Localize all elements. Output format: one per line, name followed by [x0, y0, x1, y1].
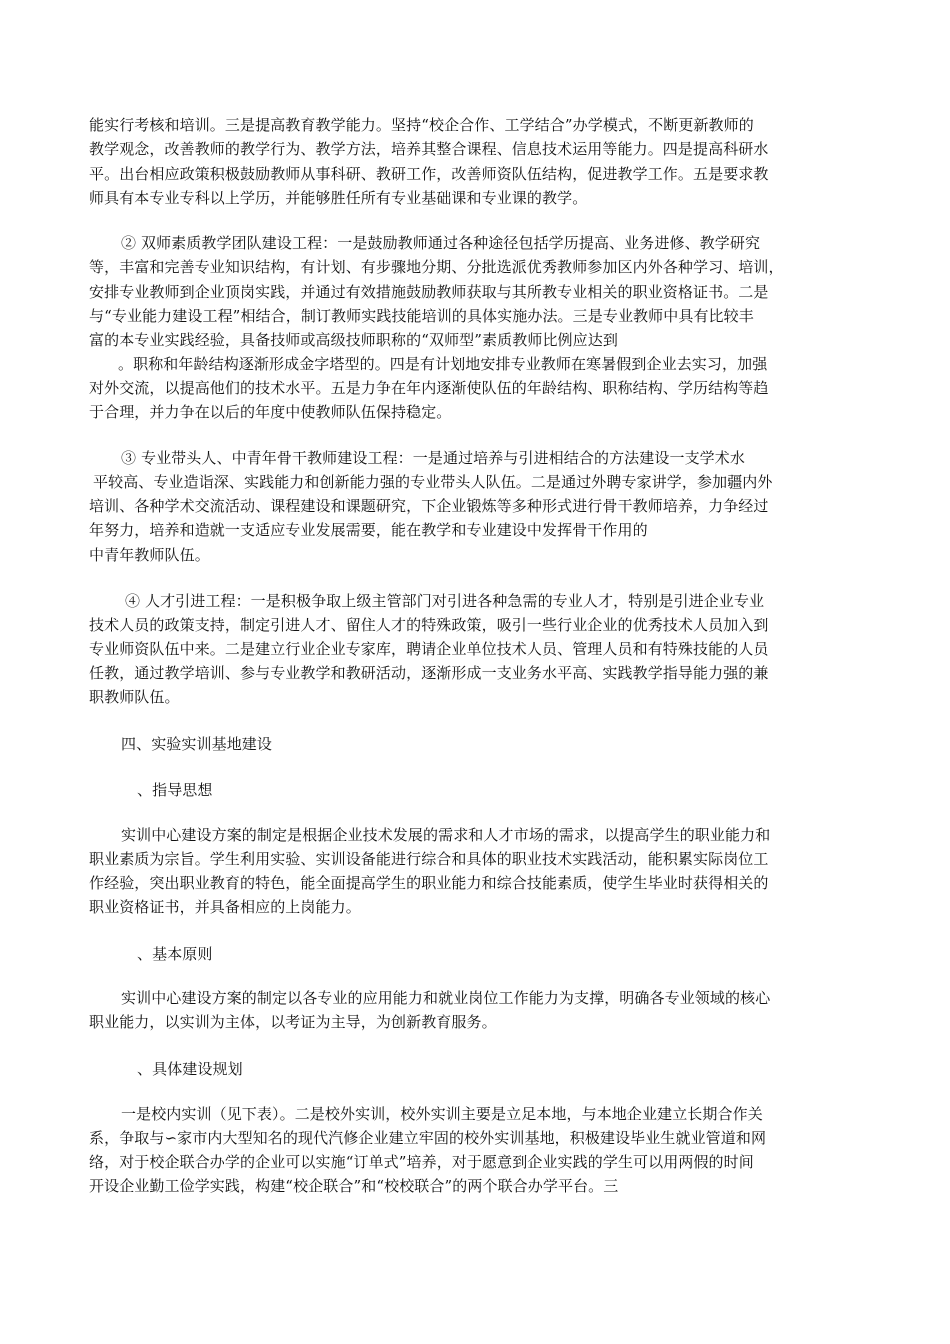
text-line: 实训中心建设方案的制定是根据企业技术发展的需求和人才市场的需求，以提高学生的职业能力和 — [121, 826, 771, 844]
text-line: 职业素质为宗旨。学生利用实验、实训设备能进行综合和具体的职业技术实践活动，能积累实际岗位工 — [89, 850, 769, 868]
text-line: 平较高、专业造诣深、实践能力和创新能力强的专业带头人队伍。二是通过外聘专家讲学，参加疆内外 — [93, 473, 773, 491]
text-line: ④ 人才引进工程：一是积极争取上级主管部门对引进各种急需的专业人才，特别是引进企业专业 — [125, 592, 765, 610]
text-line: 络，对于校企联合办学的企业可以实施“订单式”培养，对于愿意到企业实践的学生可以用两假的时间 — [89, 1153, 754, 1171]
text-line: 实训中心建设方案的制定以各专业的应用能力和就业岗位工作能力为支撑，明确各专业领域的核心 — [121, 989, 771, 1007]
text-line: 。职称和年龄结构逐渐形成金字塔型的。四是有计划地安排专业教师在寒暑假到企业去实习，加强 — [118, 355, 768, 373]
text-line: ③ 专业带头人、中青年骨干教师建设工程：一是通过培养与引进相结合的方法建设一支学术水 — [121, 449, 745, 467]
subheading-guiding-ideology: 、指导思想 — [137, 781, 213, 799]
text-line: 对外交流，以提高他们的技术水平。五是力争在年内逐渐使队伍的年龄结构、职称结构、学历结构等趋 — [89, 379, 769, 397]
text-line: 开设企业勤工俭学实践，构建“校企联合”和“校校联合”的两个联合办学平台。三 — [89, 1177, 619, 1195]
text-line: 职业资格证书，并具备相应的上岗能力。 — [89, 898, 361, 916]
subheading-construction-plan: 、具体建设规划 — [137, 1060, 243, 1078]
text-line: 系，争取与∽家市内大型知名的现代汽修企业建立牢固的校外实训基地，积极建设毕业生就业管道和网 — [89, 1129, 767, 1147]
text-line: 一是校内实训（见下表）。二是校外实训，校外实训主要是立足本地，与本地企业建立长期合作关 — [121, 1105, 763, 1123]
subheading-basic-principles: 、基本原则 — [137, 945, 213, 963]
text-line: 于合理，并力争在以后的年度中使教师队伍保持稳定。 — [89, 403, 452, 421]
text-line: 能实行考核和培训。三是提高教育教学能力。坚持“校企合作、工学结合”办学模式，不断更新教师的 — [89, 116, 754, 134]
text-line: 与“专业能力建设工程”相结合，制订教师实践技能培训的具体实施办法。三是专业教师中具有比较丰 — [89, 307, 754, 325]
text-line: 师具有本专业专科以上学历，并能够胜任所有专业基础课和专业课的教学。 — [89, 189, 588, 207]
text-line: 职业能力，以实训为主体，以考证为主导，为创新教育服务。 — [89, 1013, 497, 1031]
section-heading: 四、实验实训基地建设 — [121, 735, 273, 753]
text-line: 教学观念，改善教师的教学行为、教学方法，培养其整合课程、信息技术运用等能力。四是提高科研水 — [89, 140, 769, 158]
text-line: 年努力，培养和造就一支适应专业发展需要，能在教学和专业建设中发挥骨干作用的 — [89, 521, 648, 539]
text-line: 培训、各种学术交流活动、课程建设和课题研究，下企业锻炼等多种形式进行骨干教师培养，力争经过 — [89, 497, 769, 515]
text-line: 专业师资队伍中来。二是建立行业企业专家库，聘请企业单位技术人员、管理人员和有特殊技能的人员 — [89, 640, 769, 658]
text-line: 平。出台相应政策积极鼓励教师从事科研、教研工作，改善师资队伍结构，促进教学工作。五是要求教 — [89, 165, 769, 183]
text-line: 等，丰富和完善专业知识结构，有计划、有步骤地分期、分批选派优秀教师参加区内外各种学习、培训， — [89, 258, 784, 276]
text-line: 安排专业教师到企业顶岗实践，并通过有效措施鼓励教师获取与其所教专业相关的职业资格证书。二是 — [89, 283, 769, 301]
text-line: 中青年教师队伍。 — [89, 546, 210, 564]
text-line: ② 双师素质教学团队建设工程：一是鼓励教师通过各种途径包括学历提高、业务进修、教学研究 — [121, 234, 761, 252]
text-line: 作经验，突出职业教育的特色，能全面提高学生的职业能力和综合技能素质，使学生毕业时获得相关的 — [89, 874, 769, 892]
text-line: 任教，通过教学培训、参与专业教学和教研活动，逐渐形成一支业务水平高、实践教学指导能力强的兼 — [89, 664, 769, 682]
text-line: 技术人员的政策支持，制定引进人才、留住人才的特殊政策，吸引一些行业企业的优秀技术人员加入到 — [89, 616, 769, 634]
text-line: 富的本专业实践经验，具备技师或高级技师职称的“双师型”素质教师比例应达到 — [89, 331, 618, 349]
text-line: 职教师队伍。 — [89, 688, 180, 706]
